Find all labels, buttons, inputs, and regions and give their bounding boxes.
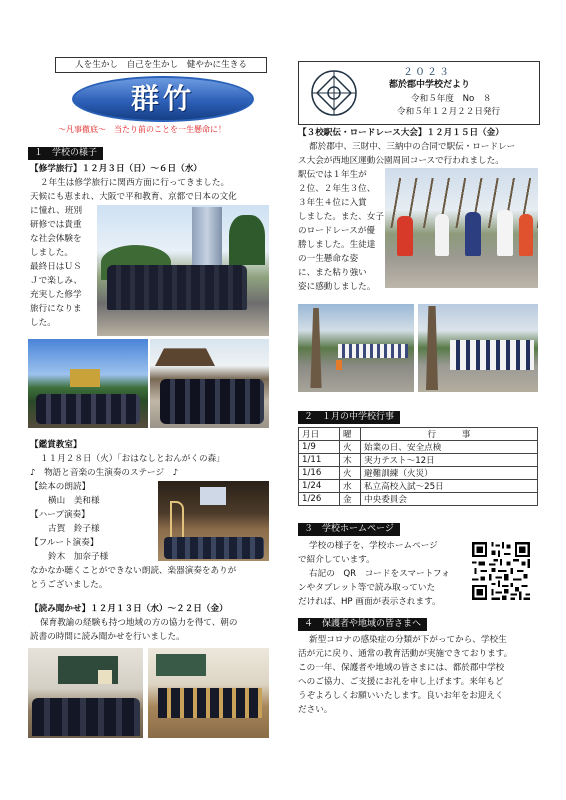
newsletter-name: 都於郡中学校だより <box>389 80 471 90</box>
relay-text-line: に、また粘り強い <box>298 268 367 278</box>
relay-text-line: 姿に感動しました。 <box>298 282 376 292</box>
qr-code-icon[interactable] <box>470 540 532 602</box>
school-emblem-icon <box>309 68 359 118</box>
cell-date: 1/9 <box>299 441 340 454</box>
runners-pack <box>338 344 408 358</box>
cell-day: 木 <box>340 454 361 467</box>
section2-heading: ２ １月の中学校行事 <box>298 411 400 424</box>
school-logo <box>72 76 254 122</box>
tree-trunk <box>420 306 444 390</box>
picture-book <box>98 670 112 684</box>
concert-date: １１月２８日（火）「おはなしとおんがくの森」 <box>40 454 225 464</box>
trip-text-line: 研修では貴重 <box>30 220 82 230</box>
hp-text-line: で紹介しています。 <box>298 555 375 565</box>
temple-roof <box>155 344 215 366</box>
relay-start-photo <box>385 168 538 288</box>
cell-event: 私立高校入試～25日 <box>361 480 538 493</box>
tower-building <box>192 207 222 267</box>
reading-photo-2 <box>148 648 269 738</box>
runner <box>397 216 413 256</box>
students-desks <box>158 688 262 718</box>
concert-closing: とうございました。 <box>30 580 108 590</box>
palm-tree <box>229 215 265 265</box>
performer-name: 鈴木 加奈子様 <box>48 552 109 562</box>
relay-intro-line: 都於郡中、三財中、三納中の合同で駅伝・ロードレー <box>309 142 516 152</box>
issue-date: 令和５年１２月２２日発行 <box>397 107 501 117</box>
closing-text-line: この一年、保護者や地域の皆さまには、都於郡中学校 <box>298 663 505 673</box>
relay-text-line: の一生懸命な姿 <box>298 254 359 264</box>
performer-role: 【フルート演奏】 <box>30 538 99 548</box>
issue-volume: 令和５年度 No ８ <box>411 94 492 104</box>
concert-subtitle: ♪ 物語と音楽の生演奏のステージ ♪ <box>30 468 179 478</box>
performer-role: 【ハープ演奏】 <box>30 510 90 520</box>
trip-text-line: 旅行になりま <box>30 304 82 314</box>
cell-event: 実力テスト～12日 <box>361 454 538 467</box>
cell-day: 金 <box>340 493 361 506</box>
trip-text-line: Ｊで楽しみ、 <box>30 276 83 286</box>
golden-pavilion-photo <box>28 339 148 428</box>
closing-text-line: 活が元に戻り、通常の教育活動が実施できております。 <box>298 649 513 659</box>
runner <box>435 214 449 256</box>
cell-day: 火 <box>340 441 361 454</box>
cell-date: 1/11 <box>299 454 340 467</box>
audience <box>164 537 264 559</box>
harp <box>170 501 184 539</box>
trip-text-line: した。 <box>30 318 56 328</box>
relay-text-line: 勝しました。生徒達 <box>298 240 376 250</box>
closing-text-line: ださい。 <box>298 705 333 715</box>
hp-text-line: ンやタブレット等で読み取っていた <box>298 583 436 593</box>
road-race-photo-2 <box>418 304 538 392</box>
trip-text-line: 充実した修学 <box>30 290 82 300</box>
trip-text-line: な社会体験を <box>30 234 82 244</box>
students-group <box>36 394 140 424</box>
students-group <box>107 265 247 310</box>
trip-text-line: 天候にも恵まれ、大阪で平和教育、京都で日本の文化 <box>30 192 237 202</box>
hp-text-line: だければ、HP 画面が表示されます。 <box>298 597 441 607</box>
road-race-photo-1 <box>298 304 414 392</box>
reading-photo-1 <box>28 648 143 738</box>
cell-day: 水 <box>340 480 361 493</box>
trip-text-line: 最終日はＵＳ <box>30 262 82 272</box>
issue-box <box>298 61 540 125</box>
performer-name: 古賀 鈴子様 <box>48 524 100 534</box>
table-row <box>299 467 538 480</box>
temple-group-photo <box>150 339 269 428</box>
trip-text-line: に憧れ、班別 <box>30 206 83 216</box>
col-date: 月日 <box>299 428 340 441</box>
concert-title: 【鑑賞教室】 <box>30 440 82 450</box>
performer-name: 横山 美和様 <box>48 496 100 506</box>
students-group <box>160 379 264 424</box>
table-row <box>299 480 538 493</box>
trip-title: 【修学旅行】１２月３日（日）～６日（水） <box>30 164 202 174</box>
col-day: 曜 <box>340 428 361 441</box>
students-seated <box>32 698 140 736</box>
closing-text-line: うぞよろしくお願いいたします。良いお年をお迎えく <box>298 691 504 701</box>
hp-text-line: 学校の様子を、学校ホームページ <box>309 541 438 551</box>
runners-pack <box>450 340 534 370</box>
issue-year: ２０２３ <box>403 67 451 78</box>
runner <box>465 212 481 256</box>
cell-date: 1/26 <box>299 493 340 506</box>
table-row <box>299 441 538 454</box>
closing-text-line: 新型コロナの感染症の分類が下がってから、学校生 <box>309 635 507 645</box>
relay-title: 【３校駅伝・ロードレース大会】１２月１５日（金） <box>298 128 504 138</box>
relay-text-line: のロードレースが優 <box>298 226 375 236</box>
stage-screen <box>200 487 226 505</box>
sub-slogan: ～凡事徹底～ 当たり前のことを一生懸命に！ <box>58 125 226 134</box>
hp-text-line: 右記の QR コードをスマートフォ <box>309 569 450 579</box>
cell-event: 中央委員会 <box>361 493 538 506</box>
relay-text-line: 駅伝では１年生が <box>298 170 367 180</box>
performer-role: 【絵本の朗読】 <box>30 482 91 492</box>
relay-text-line: ２位、２年生３位、 <box>298 184 376 194</box>
trip-text-line: ２年生は修学旅行に関西方面に行ってきました。 <box>40 178 230 188</box>
tree-trunk <box>302 308 330 388</box>
schedule-table <box>298 427 538 506</box>
section3-heading: ３ 学校ホームページ <box>298 523 400 536</box>
trip-group-photo <box>97 205 269 336</box>
cell-event: 始業の日、安全点検 <box>361 441 538 454</box>
reading-text-line: 読書の時間に読み聞かせを行いました。 <box>30 632 185 642</box>
runner <box>519 214 533 256</box>
relay-text-line: ３年生４位に入賞 <box>298 198 367 208</box>
blackboard <box>156 654 206 676</box>
school-motto: 人を生かし 自己を生かし 健やかに生きる <box>55 57 267 73</box>
schedule-header-row <box>299 428 538 441</box>
logo-title: 群竹 <box>130 82 195 115</box>
runner <box>497 210 513 256</box>
relay-text-line: しました。また、女子 <box>298 212 384 222</box>
traffic-cone <box>336 360 342 370</box>
table-row <box>299 493 538 506</box>
golden-pavilion <box>70 369 100 387</box>
closing-text-line: へのご協力、ご支援にお礼を申し上げます。来年もど <box>298 677 504 687</box>
concert-closing: なかなか聴くことができない朗読、楽器演奏をありが <box>30 566 237 576</box>
cell-date: 1/24 <box>299 480 340 493</box>
cell-date: 1/16 <box>299 467 340 480</box>
col-event: 行 事 <box>361 428 538 441</box>
section1-heading: １ 学校の様子 <box>28 147 103 160</box>
trip-text-line: しました。 <box>30 248 73 258</box>
table-row <box>299 454 538 467</box>
reading-title: 【読み聞かせ】１２月１３日（水）～２２日（金） <box>30 604 228 614</box>
reading-text-line: 保育教諭の経験も持つ地域の方の協力を得て、朝の <box>40 618 238 628</box>
cell-day: 火 <box>340 467 361 480</box>
concert-photo <box>158 481 269 561</box>
cell-event: 避難訓練（火災） <box>361 467 538 480</box>
section4-heading: ４ 保護者や地域の皆さまへ <box>298 618 427 631</box>
relay-intro-line: ス大会が西地区運動公園周回コースで行われました。 <box>298 156 504 166</box>
